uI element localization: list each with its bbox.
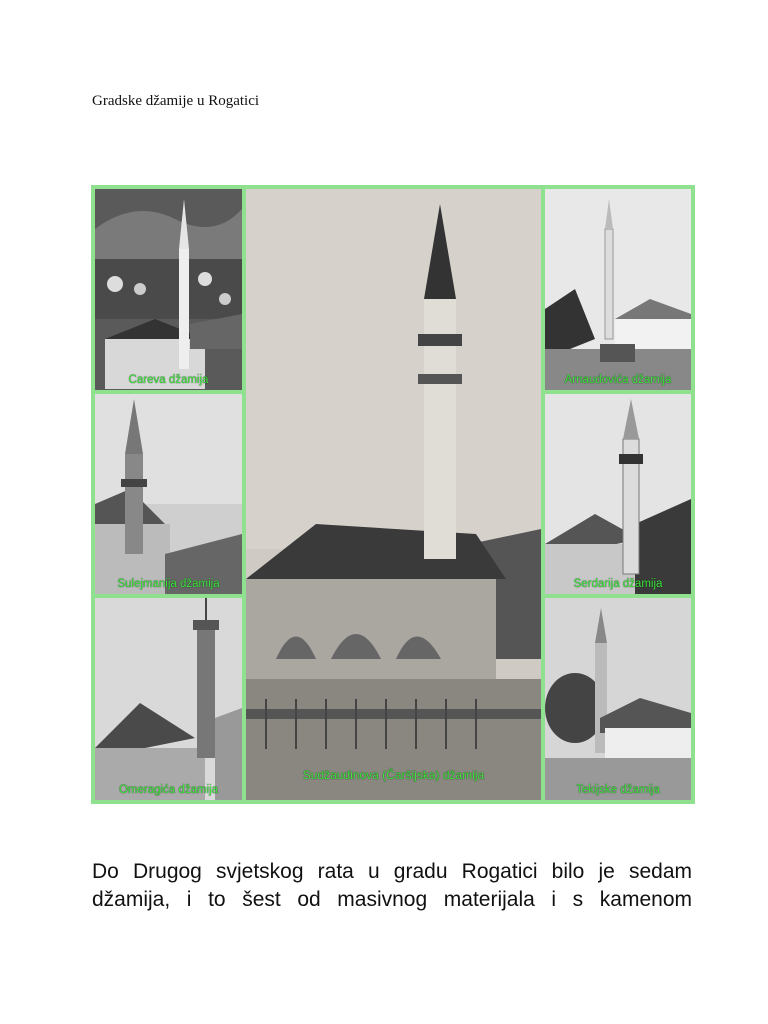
caption-serdarija: Serdarija džamija	[573, 578, 663, 590]
photo-sudzaudinova-dzamija	[246, 189, 541, 800]
paragraph-line: džamija, i to šest od masivnog materijala i s kamenom	[92, 888, 692, 911]
body-paragraph	[92, 858, 692, 914]
caption-tekijske: Tekijske džamija	[576, 784, 660, 796]
mosque-photo-collage	[91, 185, 695, 804]
photo-sulejmanija-dzamija	[95, 394, 242, 594]
photo-serdarija-dzamija	[545, 394, 691, 594]
page-heading: Gradske džamije u Rogatici	[92, 93, 260, 109]
caption-careva: Careva džamija	[128, 374, 209, 386]
photo-arnaudovica-dzamija	[545, 189, 691, 390]
photo-omeragica-dzamija	[95, 598, 242, 800]
photo-tekijske-dzamija	[545, 598, 691, 800]
caption-sulejmanija: Sulejmanija džamija	[117, 578, 220, 590]
paragraph-line: Do Drugog svjetskog rata u gradu Rogatici bilo je sedam	[92, 860, 692, 883]
caption-arnaudovica: Arnaudovića džamija	[564, 374, 672, 386]
caption-omeragica: Omeragića džamija	[118, 784, 219, 796]
caption-sudzaudinova: Sudžaudinova (Čaršijska) džamija	[302, 768, 485, 782]
photo-careva-dzamija	[95, 189, 242, 390]
